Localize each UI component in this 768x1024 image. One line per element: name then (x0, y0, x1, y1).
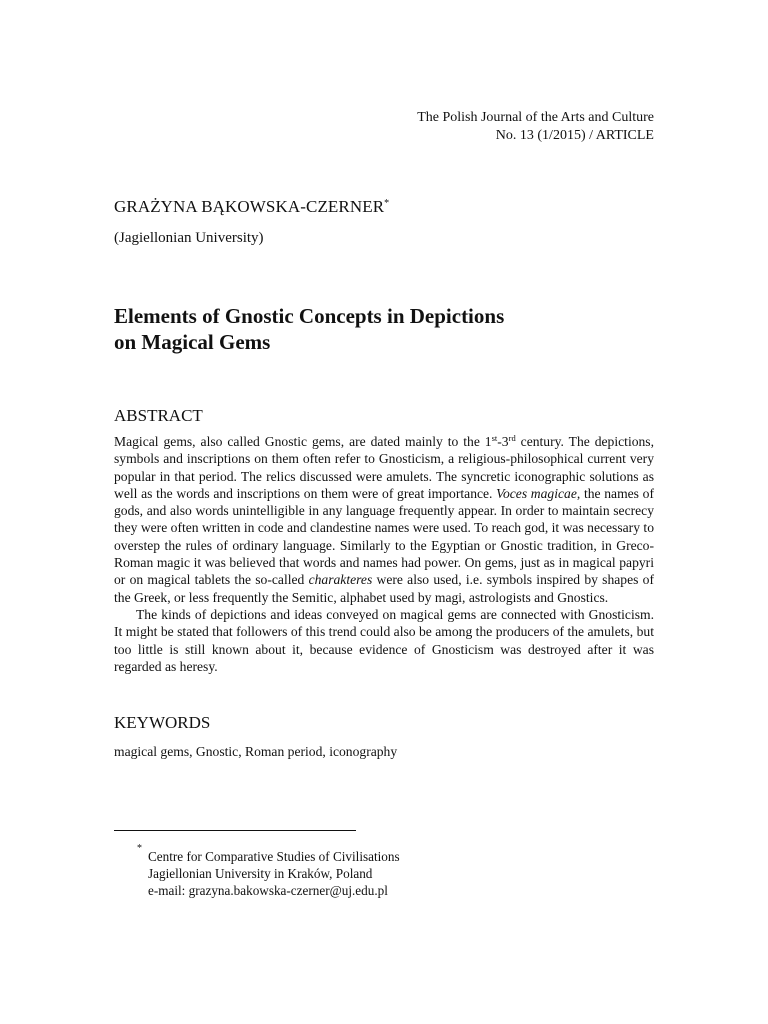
article-title (114, 303, 504, 355)
author-footnote-mark: * (384, 198, 390, 209)
abstract-text: -3 (497, 434, 509, 449)
title-line-2: on Magical Gems (114, 330, 271, 354)
italic-term: charakteres (308, 572, 373, 588)
journal-header (417, 109, 654, 145)
footnote-mark: * (137, 843, 142, 854)
author-name: GRAŻYNA BĄKOWSKA-CZERNER (114, 197, 385, 216)
abstract-text: were also used, i.e. symbols inspired by shapes of the Greek, or less frequently the Semitic, alphabet used by magi, astrologists and Gnostics. (114, 572, 654, 605)
author-affiliation: (Jagiellonian University) (114, 230, 264, 246)
superscript: rd (508, 433, 516, 443)
abstract-heading: ABSTRACT (114, 406, 203, 425)
journal-name: The Polish Journal of the Arts and Culture (417, 110, 654, 125)
keywords-heading: KEYWORDS (114, 713, 211, 732)
title-line-1: Elements of Gnostic Concepts in Depictions (114, 304, 505, 328)
abstract-body (114, 433, 654, 675)
superscript: st (491, 433, 498, 443)
abstract-text: Magical gems, also called Gnostic gems, are dated mainly to the 1 (114, 434, 492, 449)
issue-info: No. 13 (1/2015) / ARTICLE (495, 128, 654, 143)
footnote-line-2: Jagiellonian University in Kraków, Poland (148, 866, 373, 881)
footnote-divider (114, 830, 356, 831)
author-name-line (114, 197, 389, 217)
footnote-line-1: Centre for Comparative Studies of Civilisations (148, 849, 400, 864)
footnote (148, 848, 400, 899)
abstract-paragraph-2: The kinds of depictions and ideas conveyed on magical gems are connected with Gnosticism. It might be stated that followers of this trend could also be among the producers of the amulets, but too little is still known about it, because evidence of Gnosticism was destroyed after it was regarded as heresy. (114, 606, 654, 674)
italic-term: Voces magicae (496, 485, 577, 501)
footnote-email: e-mail: grazyna.bakowska-czerner@uj.edu.pl (148, 883, 388, 898)
abstract-text: century. The depictions, symbols and inscriptions on them often refer to Gnosticism, a religious-philosophical current very popular in that period. The relics discussed were amulets. The syncretic iconographic solutions as well as the words and inscriptions on them were of great importance. (114, 434, 654, 501)
abstract-paragraph-1 (114, 433, 654, 606)
keywords-list: magical gems, Gnostic, Roman period, iconography (114, 744, 398, 759)
abstract-text: , the names of gods, and also words unintelligible in any language frequently appear. In order to maintain secrecy they were often written in code and clandestine names were used. To reach god, it was necessary to overstep the rules of ordinary language. Similarly to the Egyptian or Gnostic tradition, in Greco-Roman magic it was believed that words and names had power. On gems, just as in magical papyri or on magical tablets the so-called (114, 485, 654, 588)
